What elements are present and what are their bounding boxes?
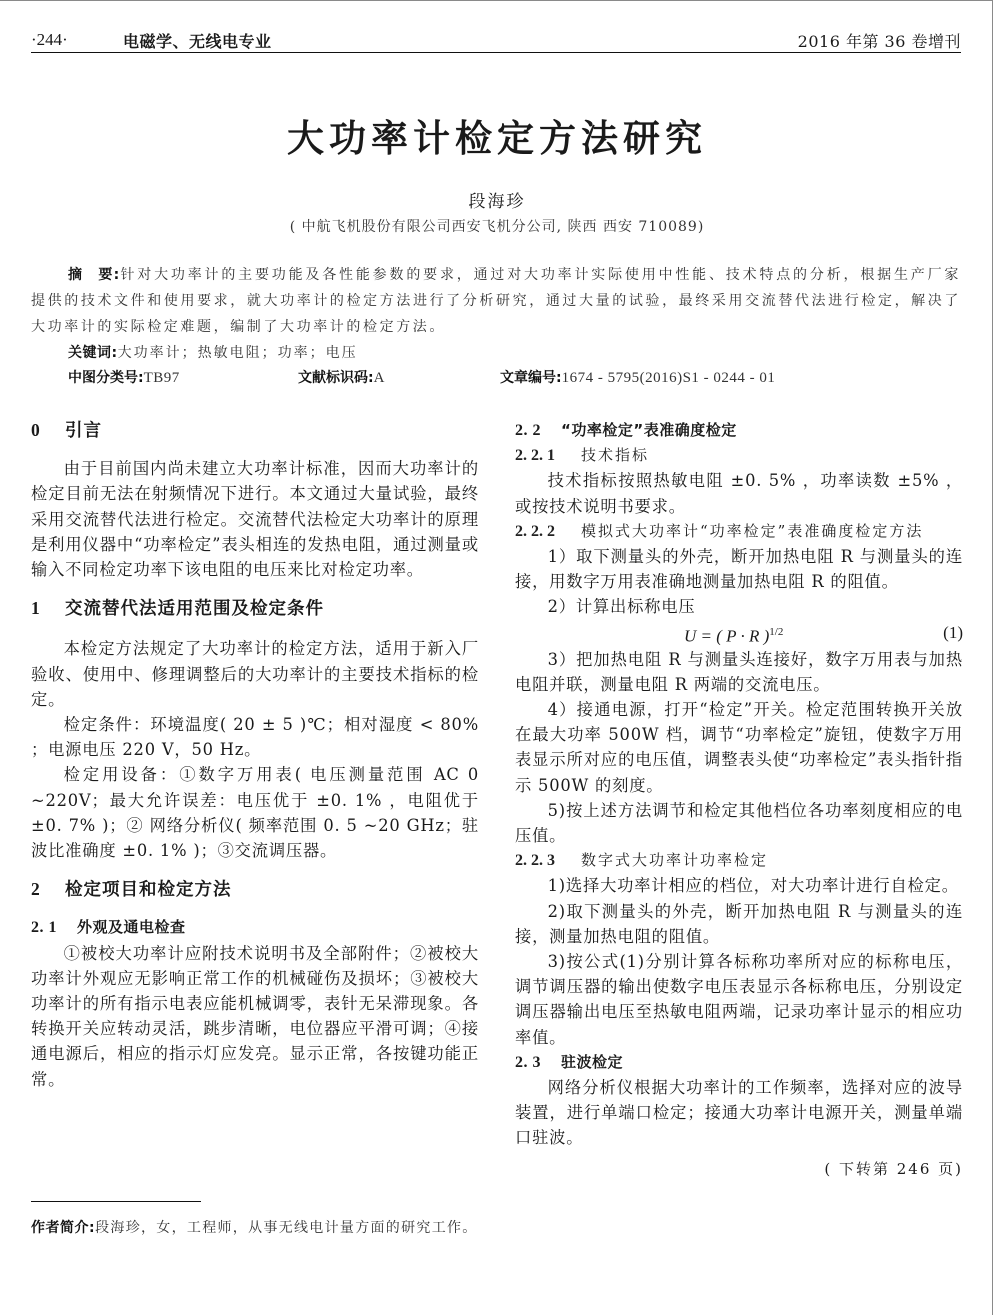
continued-note: ( 下转第 246 页) (824, 1159, 963, 1178)
equation-expression (684, 620, 783, 649)
section-number: 1 (31, 598, 41, 619)
clc-value: TB97 (143, 370, 180, 386)
subsubsection-number: 2. 2. 2 (515, 522, 555, 540)
subsection-number: 2. 3 (515, 1053, 541, 1071)
clc-number (68, 367, 180, 387)
keywords (68, 342, 358, 362)
subsubsection-heading (515, 519, 963, 544)
header-rule (31, 52, 961, 53)
article-number-label: 文章编号: (500, 370, 562, 386)
section-heading (31, 418, 479, 444)
subsection-title: 外观及通电检查 (77, 918, 186, 937)
footnote-rule (31, 1201, 201, 1202)
section-number: 0 (31, 420, 41, 440)
subsubsection-title: 数字式大功率计功率检定 (581, 851, 769, 870)
subsection-number: 2. 1 (31, 919, 57, 937)
section-title: 交流替代法适用范围及检定条件 (65, 599, 324, 620)
equation-exponent: 1/2 (769, 625, 784, 638)
article-number-value: 1674 - 5795(2016)S1 - 0244 - 01 (561, 370, 776, 386)
paragraph: 2)取下测量头的外壳，断开加热电阻 R 与测量头的连接，测量加热电阻的阻值。 (515, 901, 963, 946)
author-affiliation: ( 中航飞机股份有限公司西安飞机分公司, 陕西 西安 710089) (289, 219, 705, 235)
journal-volume: 2016 年第 36 卷增刊 (797, 32, 961, 51)
paragraph: 检定用设备：①数字万用表( 电压测量范围 AC 0 ~220V；最大允许误差：电压优于 ±0. 1% ，电阻优于 ±0. 7% )；② 网络分析仪( 频率范围 0. 5 ~20 GHz；驻波比准确度 ±0. 1% )；③交流调压器。 (31, 765, 479, 861)
paragraph: 5)按上述方法调节和检定其他档位各功率刻度相应的电压值。 (515, 800, 963, 846)
subsection-heading (515, 418, 963, 443)
keywords-label: 关键词: (68, 345, 118, 361)
subsection-heading (31, 915, 479, 940)
equation-base: U = ( P · R ) (684, 626, 770, 646)
equation-number: (1) (943, 622, 963, 642)
section-heading (31, 877, 479, 903)
paragraph: 2）计算出标称电压 (547, 597, 696, 617)
subsection-number: 2. 2 (515, 422, 541, 439)
abstract-text: 针对大功率计的主要功能及各性能参数的要求，通过对大功率计实际使用中性能、技术特点的分析，根据生产厂家提供的技术文件和使用要求，就大功率计的检定方法进行了分析研究，通过大量的试验，最终采用交流替代法进行检定，解决了大功率计的实际检定难题，编制了大功率计的检定方法。 (31, 267, 961, 335)
paragraph: 3)按公式(1)分别计算各标称功率所对应的标称电压，调节调压器的输出使数字电压表显示各标称电压，分别设定调压器输出电压至热敏电阻两端，记录功率计显示的相应功率值。 (515, 952, 963, 1047)
keywords-text: 大功率计；热敏电阻；功率；电压 (117, 345, 358, 361)
clc-label: 中图分类号: (68, 370, 144, 386)
footnote-text: 段海珍，女，工程师，从事无线电计量方面的研究工作。 (95, 1220, 478, 1236)
paragraph: ①被校大功率计应附技术说明书及全部附件；②被校大功率计外观应无影响正常工作的机械碰伤及损坏；③被校大功率计的所有指示电表应能机械调零，表针无呆滞现象。各转换开关应转动灵活，跳步清晰，电位器应平滑可调；④接通电源后，相应的指示灯应发亮。显示正常，各按键功能正常。 (31, 943, 479, 1089)
subsubsection-number: 2. 2. 1 (515, 447, 555, 465)
subsubsection-heading (515, 848, 963, 873)
subsubsection-number: 2. 2. 3 (515, 852, 555, 870)
subsubsection-heading (515, 443, 963, 468)
section-heading (31, 596, 479, 622)
author-footnote (31, 1217, 481, 1240)
paper-title: 大功率计检定方法研究 (287, 117, 707, 160)
paragraph: 由于目前国内尚未建立大功率计标准，因而大功率计的检定目前无法在射频情况下进行。本文通过大量试验，最终采用交流替代法进行检定。交流替代法检定大功率计的原理是利用仪器中“功率检定”表头相连的发热电阻，通过测量或输入不同检定功率下该电阻的电压来比对检定功率。 (31, 459, 479, 580)
section-title: 检定项目和检定方法 (65, 880, 232, 901)
document-code (298, 367, 385, 387)
subsubsection-title: 模拟式大功率计“功率检定”表准确度检定方法 (581, 521, 924, 540)
abstract-label: 摘 要: (68, 267, 121, 283)
paragraph: 1）取下测量头的外壳，断开加热电阻 R 与测量头的连接，用数字万用表准确地测量加热电阻 R 的阻值。 (515, 547, 963, 592)
subsubsection-title: 技术指标 (581, 446, 650, 465)
footnote-label: 作者简介: (31, 1220, 96, 1236)
article-number (500, 367, 775, 387)
section-title: 引言 (65, 421, 102, 441)
paragraph: 4）接通电源，打开“检定”开关。检定范围转换开关放在最大功率 500W 档，调节“功率检定”旋钮，使数字万用表显示所对应的电压值，调整表头使“功率检定”表头指针指示 500W 的刻度。 (515, 700, 963, 795)
abstract (31, 262, 961, 340)
subsection-title: “功率检定”表准确度检定 (561, 421, 737, 439)
doc-code-value: A (373, 370, 385, 386)
page-number: ·244· (31, 30, 68, 49)
paragraph: 检定条件：环境温度( 20 ± 5 )℃；相对湿度 < 80% ；电源电压 220 V，50 Hz。 (31, 715, 479, 760)
paragraph: 技术指标按照热敏电阻 ±0. 5% ，功率读数 ±5% ，或按技术说明书要求。 (515, 471, 963, 516)
classification-row (68, 367, 968, 389)
section-number: 2 (31, 879, 41, 900)
subsection-title: 驻波检定 (561, 1052, 624, 1071)
paragraph: 1)选择大功率计相应的档位，对大功率计进行自检定。 (547, 876, 959, 896)
paragraph: 网络分析仪根据大功率计的工作频率，选择对应的波导装置，进行单端口检定；接通大功率计电源开关，测量单端口驻波。 (515, 1078, 963, 1148)
left-column (31, 418, 479, 1092)
author-name: 段海珍 (468, 192, 526, 212)
paragraph: 3）把加热电阻 R 与测量头连接好，数字万用表与加热电阻并联，测量电阻 R 两端的交流电压。 (515, 649, 963, 694)
right-column (515, 418, 963, 1182)
journal-section: 电磁学、无线电专业 (123, 32, 272, 51)
subsection-heading (515, 1050, 963, 1075)
doc-code-label: 文献标识码: (298, 370, 374, 386)
paragraph: 本检定方法规定了大功率计的检定方法，适用于新入厂验收、使用中、修理调整后的大功率计的主要技术指标的检定。 (31, 639, 479, 709)
running-header (31, 28, 961, 52)
equation (515, 620, 963, 647)
